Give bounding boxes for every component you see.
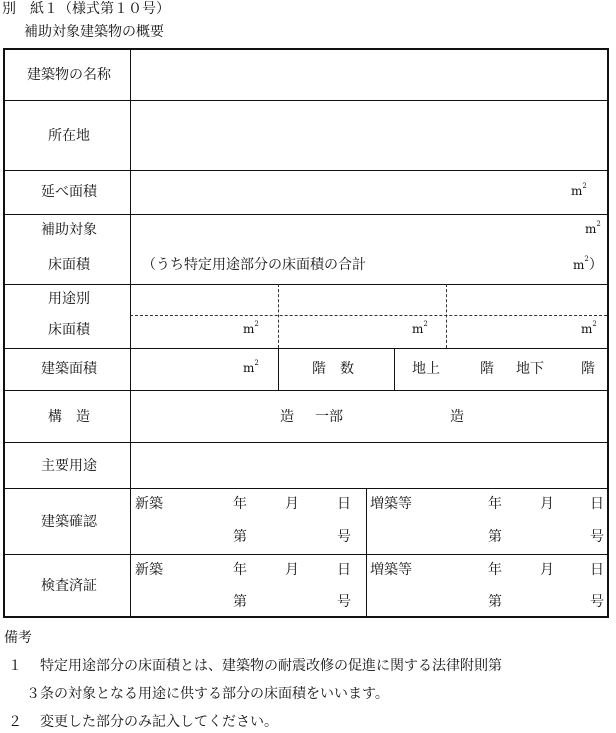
dashed-line xyxy=(130,315,607,316)
structure-zo-2: 造 xyxy=(450,409,464,425)
inspect-new-year: 年 xyxy=(233,562,247,578)
label-usage-line1: 用途別 xyxy=(48,291,90,307)
confirm-ext-label: 増築等 xyxy=(370,496,412,512)
note-1-number: １ xyxy=(8,658,22,674)
confirm-new-go: 号 xyxy=(337,529,351,545)
note-2-line1: 変更した部分のみ記入してください。 xyxy=(40,714,278,730)
note-2-number: ２ xyxy=(8,714,22,730)
inspect-ext-day: 日 xyxy=(590,562,604,578)
cell-divider xyxy=(278,348,279,390)
note-1-line1: 特定用途部分の床面積とは、建築物の耐震改修の促進に関する法律附則第 xyxy=(40,658,502,674)
confirm-new-label: 新築 xyxy=(135,496,163,512)
inspect-new-dai: 第 xyxy=(233,594,247,610)
label-usage-line2: 床面積 xyxy=(48,322,90,338)
floors-label: 階 数 xyxy=(312,361,354,377)
label-subsidy-line2: 床面積 xyxy=(48,257,90,273)
confirm-new-year: 年 xyxy=(233,496,247,512)
dashed-line xyxy=(278,284,279,348)
row-line xyxy=(5,214,607,215)
unit-building-area: $m^2$ xyxy=(243,359,259,375)
unit-usage-2: $m^2$ xyxy=(412,320,428,336)
row-line xyxy=(5,284,607,285)
inspect-ext-label: 増築等 xyxy=(370,562,412,578)
label-building-name: 建築物の名称 xyxy=(27,67,111,83)
unit-specific-use: $m^2$） xyxy=(573,255,603,273)
dashed-line xyxy=(446,284,447,348)
confirm-new-day: 日 xyxy=(337,496,351,512)
confirm-new-dai: 第 xyxy=(233,529,247,545)
label-inspection: 検査済証 xyxy=(41,578,97,594)
confirm-ext-day: 日 xyxy=(590,496,604,512)
below-ground-label: 地下 xyxy=(516,361,544,377)
unit-subsidy-area: $m^2$ xyxy=(585,220,601,236)
form-title: 補助対象建築物の概要 xyxy=(24,24,164,40)
inspect-ext-year: 年 xyxy=(488,562,502,578)
cell-divider xyxy=(366,488,367,616)
row-line xyxy=(5,488,607,489)
unit-usage-1: $m^2$ xyxy=(243,320,259,336)
confirm-ext-go: 号 xyxy=(590,529,604,545)
label-structure: 構 造 xyxy=(48,409,90,425)
specific-use-note: （うち特定用途部分の床面積の合計 xyxy=(142,257,366,273)
label-confirmation: 建築確認 xyxy=(41,514,97,530)
unit-total-floor-area: $m^2$ xyxy=(571,182,587,198)
row-line xyxy=(5,390,607,391)
label-total-floor-area: 延べ面積 xyxy=(41,184,97,200)
row-line xyxy=(5,170,607,171)
summary-table xyxy=(3,48,609,618)
inspect-new-day: 日 xyxy=(337,562,351,578)
row-line xyxy=(5,100,607,101)
inspect-ext-month: 月 xyxy=(540,562,554,578)
row-line xyxy=(5,442,607,443)
structure-partial: 一部 xyxy=(315,409,343,425)
unit-usage-3: $m^2$ xyxy=(581,320,597,336)
above-ground-label: 地上 xyxy=(412,361,440,377)
row-line xyxy=(5,348,607,349)
form-number: 別 紙１（様式第１０号） xyxy=(2,1,170,17)
inspect-ext-go: 号 xyxy=(590,594,604,610)
label-subsidy-line1: 補助対象 xyxy=(41,222,97,238)
inspect-new-label: 新築 xyxy=(135,562,163,578)
notes-heading: 備考 xyxy=(4,630,32,646)
label-location: 所在地 xyxy=(48,128,90,144)
note-1-line2: ３条の対象となる用途に供する部分の床面積をいいます。 xyxy=(26,686,389,702)
confirm-ext-month: 月 xyxy=(540,496,554,512)
inspect-ext-dai: 第 xyxy=(488,594,502,610)
label-building-area: 建築面積 xyxy=(41,361,97,377)
structure-zo-1: 造 xyxy=(280,409,294,425)
confirm-ext-dai: 第 xyxy=(488,529,502,545)
cell-divider xyxy=(394,348,395,390)
confirm-new-month: 月 xyxy=(285,496,299,512)
below-floor-unit: 階 xyxy=(581,361,595,377)
label-main-use: 主要用途 xyxy=(41,458,97,474)
inspect-new-go: 号 xyxy=(337,594,351,610)
confirm-ext-year: 年 xyxy=(488,496,502,512)
row-line xyxy=(5,554,607,555)
inspect-new-month: 月 xyxy=(285,562,299,578)
above-floor-unit: 階 xyxy=(480,361,494,377)
